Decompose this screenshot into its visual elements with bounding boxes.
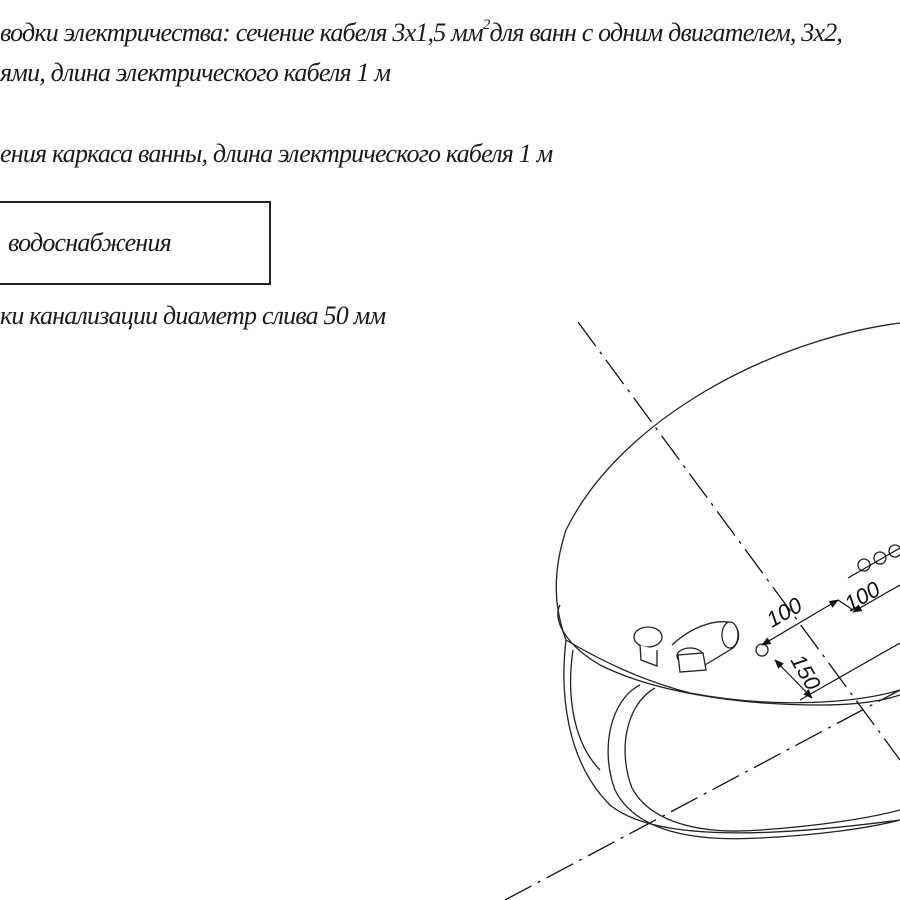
electric-supply-note-continued: ями, длина электрического кабеля 1 м <box>0 58 391 87</box>
electric-supply-tail: для ванн с одним двигателем, 3х2, <box>489 18 843 47</box>
water-supply-label: водоснабжения <box>8 228 171 257</box>
dimension-label-c: 150 <box>785 650 826 695</box>
dimension-label-b: 100 <box>840 576 885 617</box>
jet-nozzle-icon <box>756 644 768 656</box>
electric-supply-text: водки электричества: сечение кабеля 3х1,5 мм <box>0 18 483 47</box>
dimension-label-a: 100 <box>762 592 807 633</box>
bathtub-outline <box>556 323 900 839</box>
center-axis-diagonal <box>578 322 900 760</box>
grounding-note: ения каркаса ванны, длина электрического кабеля 1 м <box>0 139 553 168</box>
sewer-note: ки канализации диаметр слива 50 мм <box>0 301 386 330</box>
center-axis-lower <box>505 690 900 900</box>
overflow-valve-icon <box>634 627 662 647</box>
squared-superscript: 2 <box>482 17 490 34</box>
